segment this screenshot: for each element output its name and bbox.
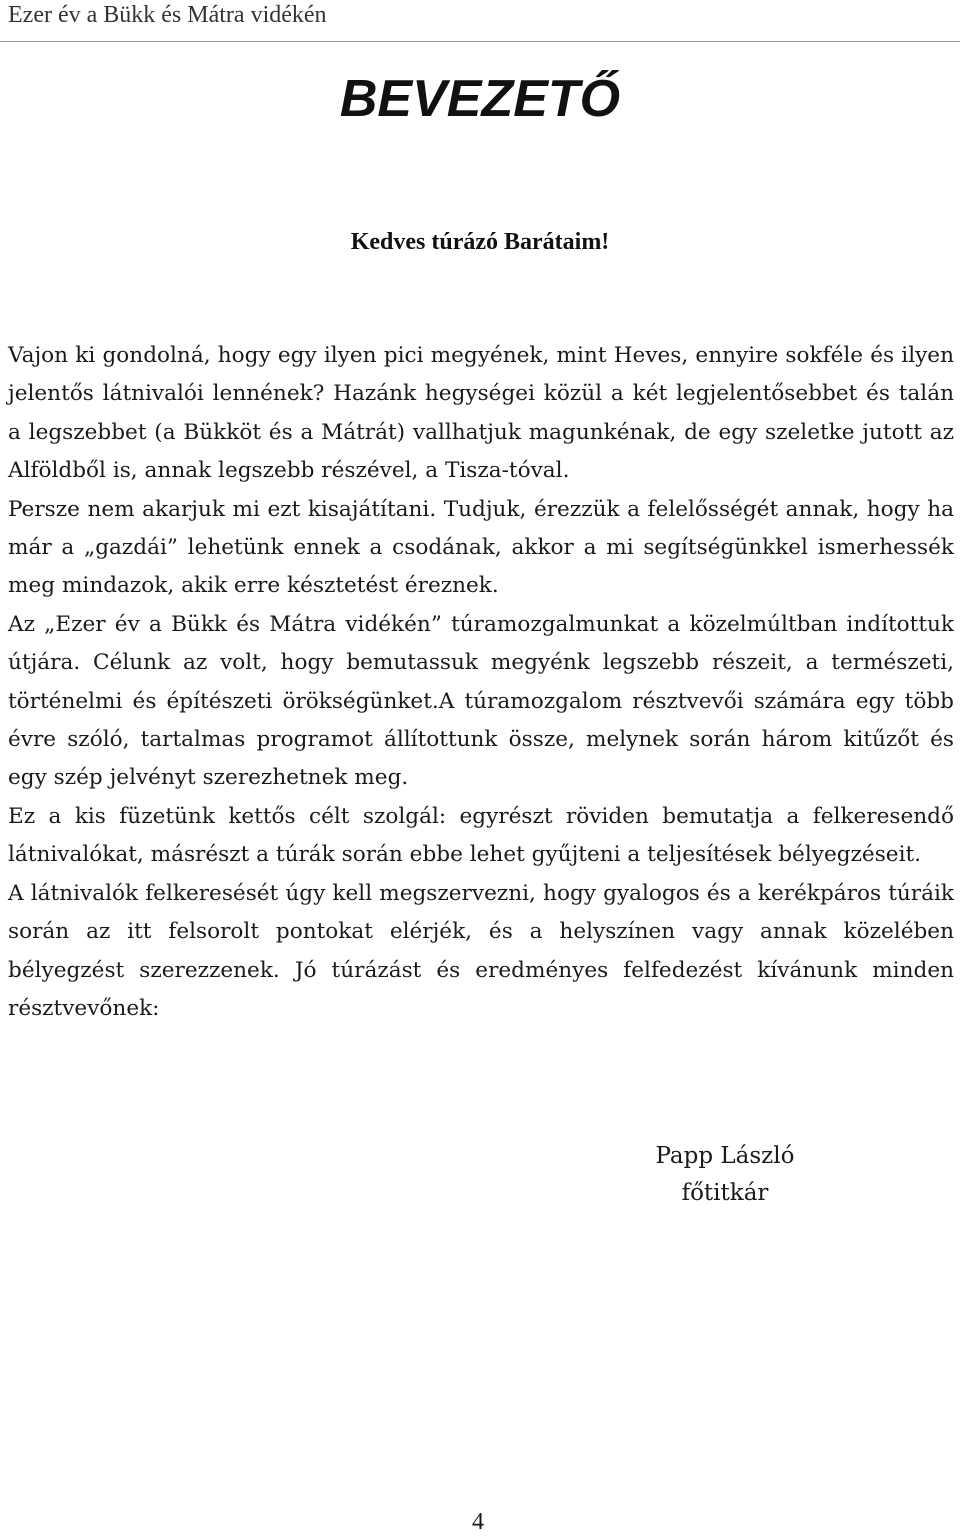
- paragraph: Az „Ezer év a Bükk és Mátra vidékén” túramozgalmunkat a közelmúltban indítottuk útjára. Célunk az volt, hogy bemutassuk megyénk legszebb részeit, a természeti, történelmi és építészeti örökségünket.A túramozgalom résztvevői számára egy több évre szóló, tartalmas programot állítottunk össze, melynek során három kitűzőt és egy szép jelvényt szerezhetnek meg.: [8, 611, 954, 791]
- page-number: 4: [472, 1509, 484, 1535]
- body-text: [8, 337, 954, 1028]
- paragraph: Vajon ki gondolná, hogy egy ilyen pici megyének, mint Heves, ennyire sokféle és ilyen jelentős látnivalói lennének? Hazánk hegységei közül a két legjelentősebbet és talán a legszebbet (a Bükköt és a Mátrát) vallhatjuk magunkénak, de egy szeletke jutott az Alföldből is, annak legszebb részével, a Tisza-tóval.: [8, 343, 954, 484]
- signature-role: főtitkár: [681, 1180, 769, 1206]
- paragraph: Persze nem akarjuk mi ezt kisajátítani. Tudjuk, érezzük a felelősségét annak, hogy ha már a „gazdái” lehetünk ennek a csodának, akkor a mi segítségünkkel ismerhessék meg mindazok, akik erre késztetést éreznek.: [8, 496, 954, 599]
- signature-block: [600, 1138, 850, 1212]
- running-header: Ezer év a Bükk és Mátra vidékén: [8, 2, 327, 28]
- paragraph: A látnivalók felkeresését úgy kell megszervezni, hogy gyalogos és a kerékpáros túráik során az itt felsorolt pontokat elérjék, és a helyszínen vagy annak közelében bélyegzést szerezzenek. Jó túrázást és eredményes felfedezést kívánunk minden résztvevőnek:: [8, 880, 954, 1021]
- page-title: BEVEZETŐ: [339, 70, 621, 128]
- signature-name: Papp László: [655, 1143, 795, 1169]
- salutation: Kedves túrázó Barátaim!: [350, 229, 610, 255]
- paragraph: Ez a kis füzetünk kettős célt szolgál: egyrészt röviden bemutatja a felkeresendő látnivalókat, másrészt a túrák során ebbe lehet gyűjteni a teljesítések bélyegzéseit.: [8, 803, 954, 868]
- header-divider: [0, 41, 960, 42]
